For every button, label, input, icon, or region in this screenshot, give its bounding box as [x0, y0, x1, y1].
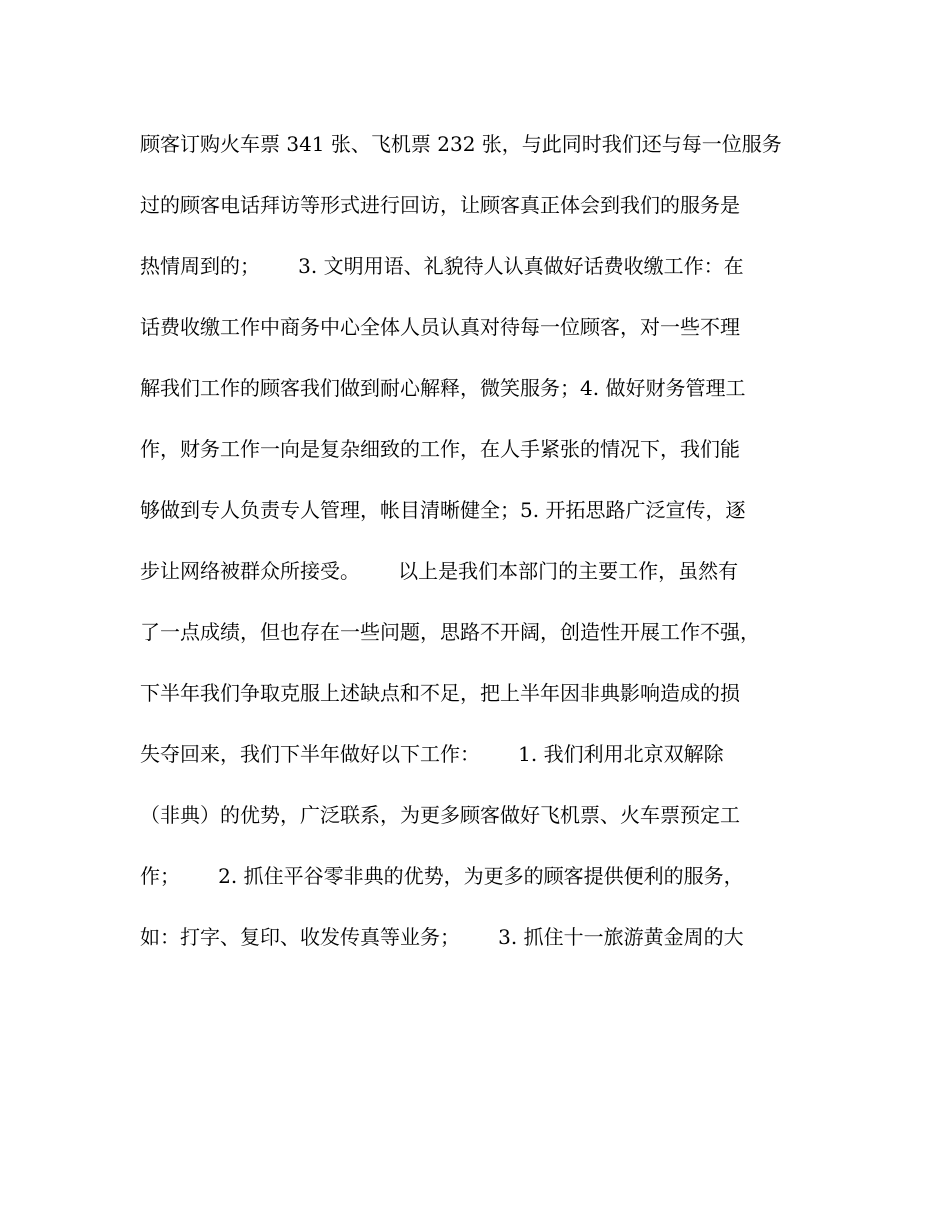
text-line-5: 解我们工作的顾客我们做到耐心解释，微笑服务；4. 做好财务管理工 [140, 376, 746, 400]
text-line-7: 够做到专人负责专人管理，帐目清晰健全；5. 开拓思路广泛宣传，逐 [140, 498, 746, 522]
text-line-11: 失夺回来，我们下半年做好以下工作： 1. 我们利用北京双解除 [140, 742, 724, 766]
text-line-8: 步让网络被群众所接受。 以上是我们本部门的主要工作，虽然有 [140, 559, 739, 583]
text-line-4: 话费收缴工作中商务中心全体人员认真对待每一位顾客，对一些不理 [140, 315, 740, 339]
text-line-3: 热情周到的； 3. 文明用语、礼貌待人认真做好话费收缴工作：在 [140, 254, 744, 278]
body-text [140, 120, 820, 974]
text-line-10: 下半年我们争取克服上述缺点和不足，把上半年因非典影响造成的损 [140, 681, 740, 705]
text-line-1: 顾客订购火车票 341 张、飞机票 232 张，与此同时我们还与每一位服务 [140, 132, 782, 156]
text-line-14: 如：打字、复印、收发传真等业务； 3. 抓住十一旅游黄金周的大 [140, 925, 744, 949]
text-line-9: 了一点成绩，但也存在一些问题，思路不开阔，创造性开展工作不强， [140, 620, 760, 644]
text-line-12: （非典）的优势，广泛联系，为更多顾客做好飞机票、火车票预定工 [140, 803, 740, 827]
text-line-2: 过的顾客电话拜访等形式进行回访，让顾客真正体会到我们的服务是 [140, 193, 740, 217]
text-line-6: 作，财务工作一向是复杂细致的工作，在人手紧张的情况下，我们能 [140, 437, 740, 461]
text-line-13: 作； 2. 抓住平谷零非典的优势，为更多的顾客提供便利的服务， [140, 864, 744, 888]
